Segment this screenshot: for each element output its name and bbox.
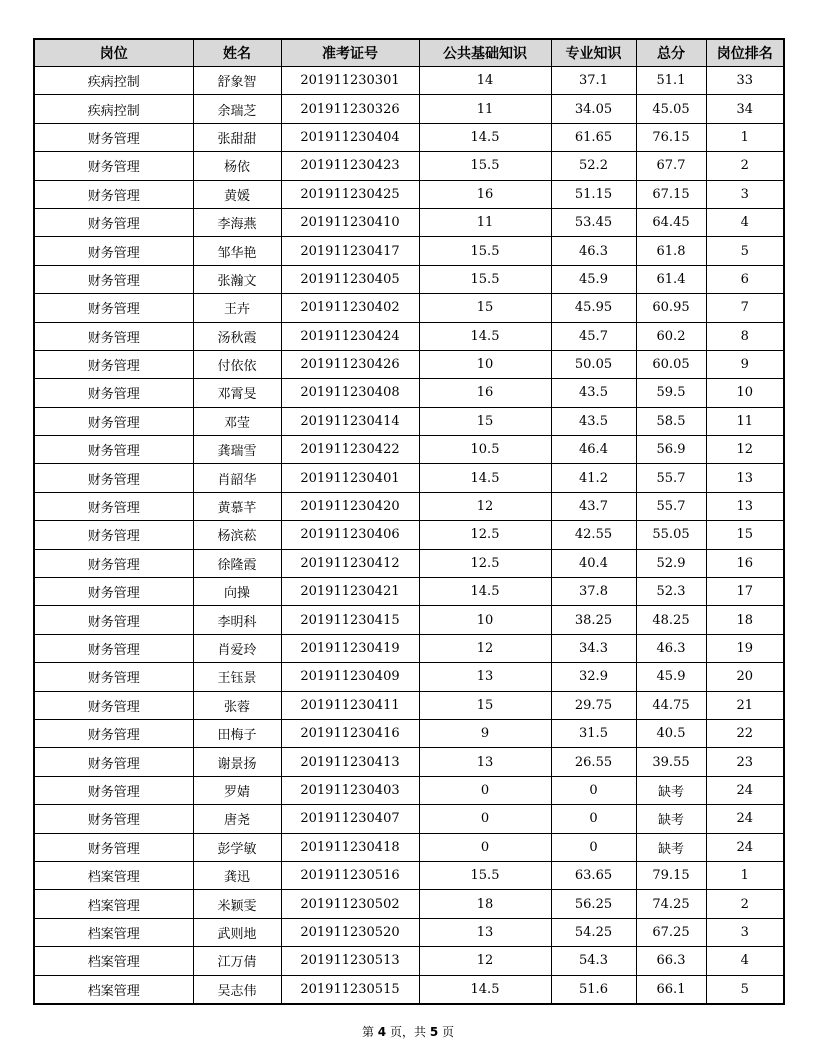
cell-public-knowledge: 0: [419, 776, 551, 804]
cell-position: 财务管理: [34, 407, 193, 435]
cell-professional-knowledge: 51.6: [551, 975, 636, 1004]
cell-professional-knowledge: 31.5: [551, 719, 636, 747]
table-row: [34, 663, 784, 691]
table-row: [34, 436, 784, 464]
cell-position: 财务管理: [34, 748, 193, 776]
cell-public-knowledge: 14.5: [419, 975, 551, 1004]
cell-public-knowledge: 16: [419, 180, 551, 208]
cell-name: 徐隆霞: [193, 549, 281, 577]
cell-public-knowledge: 10.5: [419, 436, 551, 464]
table-row: [34, 776, 784, 804]
table-row: [34, 123, 784, 151]
cell-total-score: 39.55: [636, 748, 706, 776]
cell-professional-knowledge: 63.65: [551, 861, 636, 889]
cell-exam-number: 201911230425: [281, 180, 419, 208]
cell-professional-knowledge: 56.25: [551, 890, 636, 918]
cell-professional-knowledge: 40.4: [551, 549, 636, 577]
cell-total-score: 59.5: [636, 379, 706, 407]
footer-page-number: 4: [377, 1025, 387, 1039]
header-name: 姓名: [193, 39, 281, 67]
cell-rank: 1: [706, 123, 784, 151]
cell-exam-number: 201911230421: [281, 578, 419, 606]
cell-position: 财务管理: [34, 578, 193, 606]
cell-exam-number: 201911230419: [281, 634, 419, 662]
cell-total-score: 61.4: [636, 265, 706, 293]
table-row: [34, 833, 784, 861]
cell-rank: 16: [706, 549, 784, 577]
cell-exam-number: 201911230418: [281, 833, 419, 861]
cell-position: 财务管理: [34, 322, 193, 350]
cell-total-score: 60.05: [636, 350, 706, 378]
cell-exam-number: 201911230401: [281, 464, 419, 492]
cell-public-knowledge: 10: [419, 606, 551, 634]
cell-professional-knowledge: 38.25: [551, 606, 636, 634]
cell-public-knowledge: 13: [419, 918, 551, 946]
cell-exam-number: 201911230502: [281, 890, 419, 918]
cell-name: 吴志伟: [193, 975, 281, 1004]
cell-total-score: 60.95: [636, 294, 706, 322]
cell-professional-knowledge: 50.05: [551, 350, 636, 378]
cell-name: 田梅子: [193, 719, 281, 747]
cell-rank: 17: [706, 578, 784, 606]
cell-exam-number: 201911230426: [281, 350, 419, 378]
cell-professional-knowledge: 51.15: [551, 180, 636, 208]
cell-exam-number: 201911230424: [281, 322, 419, 350]
cell-position: 财务管理: [34, 464, 193, 492]
table-row: [34, 208, 784, 236]
header-position: 岗位: [34, 39, 193, 67]
cell-position: 档案管理: [34, 861, 193, 889]
cell-exam-number: 201911230416: [281, 719, 419, 747]
cell-total-score: 79.15: [636, 861, 706, 889]
cell-position: 财务管理: [34, 805, 193, 833]
cell-name: 张甜甜: [193, 123, 281, 151]
cell-total-score: 55.7: [636, 492, 706, 520]
cell-name: 邓霄旻: [193, 379, 281, 407]
cell-position: 财务管理: [34, 663, 193, 691]
results-table: [33, 38, 785, 1005]
cell-name: 龚瑞雪: [193, 436, 281, 464]
cell-public-knowledge: 12: [419, 634, 551, 662]
cell-public-knowledge: 16: [419, 379, 551, 407]
cell-exam-number: 201911230406: [281, 521, 419, 549]
cell-name: 邹华艳: [193, 237, 281, 265]
table-row: [34, 379, 784, 407]
cell-public-knowledge: 12: [419, 947, 551, 975]
cell-professional-knowledge: 37.8: [551, 578, 636, 606]
cell-professional-knowledge: 0: [551, 805, 636, 833]
cell-public-knowledge: 14: [419, 67, 551, 95]
cell-exam-number: 201911230423: [281, 152, 419, 180]
table-row: [34, 947, 784, 975]
table-row: [34, 975, 784, 1004]
cell-position: 财务管理: [34, 152, 193, 180]
cell-professional-knowledge: 0: [551, 833, 636, 861]
cell-exam-number: 201911230412: [281, 549, 419, 577]
table-row: [34, 634, 784, 662]
cell-public-knowledge: 15.5: [419, 265, 551, 293]
cell-name: 谢景扬: [193, 748, 281, 776]
cell-professional-knowledge: 34.3: [551, 634, 636, 662]
cell-position: 档案管理: [34, 918, 193, 946]
cell-total-score: 40.5: [636, 719, 706, 747]
table-row: [34, 67, 784, 95]
cell-name: 舒象智: [193, 67, 281, 95]
cell-exam-number: 201911230515: [281, 975, 419, 1004]
cell-exam-number: 201911230402: [281, 294, 419, 322]
cell-professional-knowledge: 53.45: [551, 208, 636, 236]
cell-rank: 5: [706, 975, 784, 1004]
cell-name: 余瑞芝: [193, 95, 281, 123]
cell-exam-number: 201911230413: [281, 748, 419, 776]
cell-total-score: 74.25: [636, 890, 706, 918]
cell-position: 财务管理: [34, 549, 193, 577]
cell-exam-number: 201911230411: [281, 691, 419, 719]
table-row: [34, 606, 784, 634]
cell-public-knowledge: 11: [419, 95, 551, 123]
cell-position: 财务管理: [34, 265, 193, 293]
cell-rank: 10: [706, 379, 784, 407]
cell-public-knowledge: 15: [419, 407, 551, 435]
cell-name: 张蓉: [193, 691, 281, 719]
cell-name: 李海燕: [193, 208, 281, 236]
cell-name: 汤秋霞: [193, 322, 281, 350]
cell-position: 疾病控制: [34, 95, 193, 123]
header-exam-number: 准考证号: [281, 39, 419, 67]
cell-rank: 11: [706, 407, 784, 435]
cell-rank: 33: [706, 67, 784, 95]
cell-name: 黄慕芊: [193, 492, 281, 520]
cell-exam-number: 201911230301: [281, 67, 419, 95]
page-footer: [0, 1023, 816, 1040]
cell-position: 档案管理: [34, 975, 193, 1004]
cell-rank: 15: [706, 521, 784, 549]
table-row: [34, 322, 784, 350]
cell-public-knowledge: 15: [419, 691, 551, 719]
cell-name: 彭学敏: [193, 833, 281, 861]
cell-name: 米颖雯: [193, 890, 281, 918]
cell-public-knowledge: 13: [419, 663, 551, 691]
cell-public-knowledge: 12.5: [419, 549, 551, 577]
cell-total-score: 45.9: [636, 663, 706, 691]
cell-public-knowledge: 15.5: [419, 861, 551, 889]
table-row: [34, 265, 784, 293]
footer-suffix: 页: [442, 1025, 455, 1039]
cell-rank: 24: [706, 776, 784, 804]
cell-professional-knowledge: 42.55: [551, 521, 636, 549]
cell-total-score: 58.5: [636, 407, 706, 435]
cell-exam-number: 201911230407: [281, 805, 419, 833]
cell-name: 邓莹: [193, 407, 281, 435]
cell-total-score: 67.15: [636, 180, 706, 208]
cell-name: 武则地: [193, 918, 281, 946]
cell-rank: 4: [706, 947, 784, 975]
cell-professional-knowledge: 0: [551, 776, 636, 804]
cell-position: 财务管理: [34, 123, 193, 151]
cell-exam-number: 201911230420: [281, 492, 419, 520]
cell-rank: 12: [706, 436, 784, 464]
table-row: [34, 237, 784, 265]
header-professional-knowledge: 专业知识: [551, 39, 636, 67]
cell-public-knowledge: 13: [419, 748, 551, 776]
cell-exam-number: 201911230417: [281, 237, 419, 265]
cell-rank: 24: [706, 833, 784, 861]
cell-rank: 5: [706, 237, 784, 265]
cell-exam-number: 201911230409: [281, 663, 419, 691]
cell-total-score: 66.3: [636, 947, 706, 975]
table-body: [34, 67, 784, 1004]
table-row: [34, 918, 784, 946]
cell-public-knowledge: 14.5: [419, 322, 551, 350]
cell-professional-knowledge: 34.05: [551, 95, 636, 123]
cell-total-score: 52.3: [636, 578, 706, 606]
cell-total-score: 缺考: [636, 805, 706, 833]
cell-rank: 2: [706, 890, 784, 918]
table-row: [34, 805, 784, 833]
cell-name: 肖爱玲: [193, 634, 281, 662]
cell-rank: 4: [706, 208, 784, 236]
cell-total-score: 64.45: [636, 208, 706, 236]
header-total-score: 总分: [636, 39, 706, 67]
cell-rank: 24: [706, 805, 784, 833]
cell-professional-knowledge: 37.1: [551, 67, 636, 95]
cell-rank: 23: [706, 748, 784, 776]
cell-professional-knowledge: 26.55: [551, 748, 636, 776]
cell-total-score: 46.3: [636, 634, 706, 662]
cell-exam-number: 201911230415: [281, 606, 419, 634]
cell-professional-knowledge: 46.3: [551, 237, 636, 265]
footer-total-pages: 5: [429, 1025, 439, 1039]
table-row: [34, 464, 784, 492]
cell-name: 向操: [193, 578, 281, 606]
cell-rank: 3: [706, 180, 784, 208]
table-row: [34, 890, 784, 918]
cell-rank: 22: [706, 719, 784, 747]
cell-exam-number: 201911230410: [281, 208, 419, 236]
cell-name: 罗婧: [193, 776, 281, 804]
cell-position: 财务管理: [34, 208, 193, 236]
cell-exam-number: 201911230408: [281, 379, 419, 407]
cell-rank: 19: [706, 634, 784, 662]
cell-position: 财务管理: [34, 776, 193, 804]
table-header-row: [34, 39, 784, 67]
cell-name: 张瀚文: [193, 265, 281, 293]
cell-total-score: 缺考: [636, 833, 706, 861]
table-row: [34, 521, 784, 549]
cell-exam-number: 201911230422: [281, 436, 419, 464]
cell-public-knowledge: 14.5: [419, 578, 551, 606]
cell-public-knowledge: 12: [419, 492, 551, 520]
cell-rank: 2: [706, 152, 784, 180]
cell-total-score: 缺考: [636, 776, 706, 804]
table-row: [34, 350, 784, 378]
cell-professional-knowledge: 61.65: [551, 123, 636, 151]
table-row: [34, 407, 784, 435]
cell-public-knowledge: 15.5: [419, 237, 551, 265]
table-row: [34, 748, 784, 776]
cell-position: 财务管理: [34, 180, 193, 208]
cell-exam-number: 201911230403: [281, 776, 419, 804]
cell-position: 疾病控制: [34, 67, 193, 95]
cell-exam-number: 201911230516: [281, 861, 419, 889]
cell-professional-knowledge: 52.2: [551, 152, 636, 180]
cell-name: 江万倩: [193, 947, 281, 975]
cell-public-knowledge: 18: [419, 890, 551, 918]
cell-total-score: 45.05: [636, 95, 706, 123]
cell-professional-knowledge: 54.3: [551, 947, 636, 975]
table-row: [34, 549, 784, 577]
footer-prefix: 第: [361, 1025, 374, 1039]
cell-total-score: 76.15: [636, 123, 706, 151]
cell-exam-number: 201911230405: [281, 265, 419, 293]
cell-total-score: 44.75: [636, 691, 706, 719]
cell-professional-knowledge: 54.25: [551, 918, 636, 946]
cell-professional-knowledge: 32.9: [551, 663, 636, 691]
cell-position: 财务管理: [34, 833, 193, 861]
cell-exam-number: 201911230326: [281, 95, 419, 123]
cell-public-knowledge: 15.5: [419, 152, 551, 180]
cell-rank: 9: [706, 350, 784, 378]
cell-rank: 21: [706, 691, 784, 719]
table-row: [34, 578, 784, 606]
cell-name: 黄媛: [193, 180, 281, 208]
cell-rank: 7: [706, 294, 784, 322]
cell-rank: 6: [706, 265, 784, 293]
cell-professional-knowledge: 43.7: [551, 492, 636, 520]
cell-position: 财务管理: [34, 294, 193, 322]
cell-public-knowledge: 9: [419, 719, 551, 747]
cell-position: 财务管理: [34, 691, 193, 719]
cell-rank: 34: [706, 95, 784, 123]
cell-total-score: 61.8: [636, 237, 706, 265]
cell-public-knowledge: 0: [419, 833, 551, 861]
cell-public-knowledge: 14.5: [419, 123, 551, 151]
cell-total-score: 51.1: [636, 67, 706, 95]
table-row: [34, 719, 784, 747]
header-rank: 岗位排名: [706, 39, 784, 67]
cell-name: 杨滨菘: [193, 521, 281, 549]
cell-professional-knowledge: 45.95: [551, 294, 636, 322]
cell-professional-knowledge: 43.5: [551, 379, 636, 407]
cell-total-score: 55.7: [636, 464, 706, 492]
cell-exam-number: 201911230513: [281, 947, 419, 975]
cell-name: 付依依: [193, 350, 281, 378]
cell-name: 王卉: [193, 294, 281, 322]
cell-rank: 20: [706, 663, 784, 691]
cell-professional-knowledge: 45.9: [551, 265, 636, 293]
footer-middle: 页，共: [389, 1025, 426, 1039]
cell-name: 王钰景: [193, 663, 281, 691]
cell-position: 财务管理: [34, 606, 193, 634]
cell-position: 档案管理: [34, 947, 193, 975]
cell-exam-number: 201911230404: [281, 123, 419, 151]
header-public-knowledge: 公共基础知识: [419, 39, 551, 67]
cell-position: 财务管理: [34, 719, 193, 747]
cell-total-score: 67.25: [636, 918, 706, 946]
table-row: [34, 294, 784, 322]
cell-public-knowledge: 14.5: [419, 464, 551, 492]
cell-total-score: 48.25: [636, 606, 706, 634]
cell-position: 财务管理: [34, 350, 193, 378]
cell-position: 财务管理: [34, 379, 193, 407]
cell-position: 财务管理: [34, 521, 193, 549]
cell-public-knowledge: 12.5: [419, 521, 551, 549]
table-row: [34, 691, 784, 719]
table-row: [34, 861, 784, 889]
table-row: [34, 180, 784, 208]
cell-rank: 18: [706, 606, 784, 634]
cell-position: 财务管理: [34, 492, 193, 520]
cell-total-score: 55.05: [636, 521, 706, 549]
cell-public-knowledge: 0: [419, 805, 551, 833]
cell-position: 档案管理: [34, 890, 193, 918]
cell-total-score: 67.7: [636, 152, 706, 180]
cell-rank: 13: [706, 464, 784, 492]
cell-rank: 3: [706, 918, 784, 946]
table-row: [34, 95, 784, 123]
cell-total-score: 66.1: [636, 975, 706, 1004]
cell-public-knowledge: 10: [419, 350, 551, 378]
cell-rank: 1: [706, 861, 784, 889]
cell-professional-knowledge: 45.7: [551, 322, 636, 350]
cell-exam-number: 201911230520: [281, 918, 419, 946]
cell-name: 龚迅: [193, 861, 281, 889]
cell-rank: 13: [706, 492, 784, 520]
cell-professional-knowledge: 43.5: [551, 407, 636, 435]
table-row: [34, 152, 784, 180]
cell-professional-knowledge: 29.75: [551, 691, 636, 719]
table-row: [34, 492, 784, 520]
cell-total-score: 60.2: [636, 322, 706, 350]
cell-name: 肖韶华: [193, 464, 281, 492]
cell-public-knowledge: 11: [419, 208, 551, 236]
cell-total-score: 52.9: [636, 549, 706, 577]
cell-position: 财务管理: [34, 436, 193, 464]
cell-name: 杨依: [193, 152, 281, 180]
cell-position: 财务管理: [34, 237, 193, 265]
cell-rank: 8: [706, 322, 784, 350]
cell-name: 唐尧: [193, 805, 281, 833]
cell-professional-knowledge: 46.4: [551, 436, 636, 464]
cell-public-knowledge: 15: [419, 294, 551, 322]
cell-name: 李明科: [193, 606, 281, 634]
cell-exam-number: 201911230414: [281, 407, 419, 435]
cell-position: 财务管理: [34, 634, 193, 662]
cell-total-score: 56.9: [636, 436, 706, 464]
cell-professional-knowledge: 41.2: [551, 464, 636, 492]
